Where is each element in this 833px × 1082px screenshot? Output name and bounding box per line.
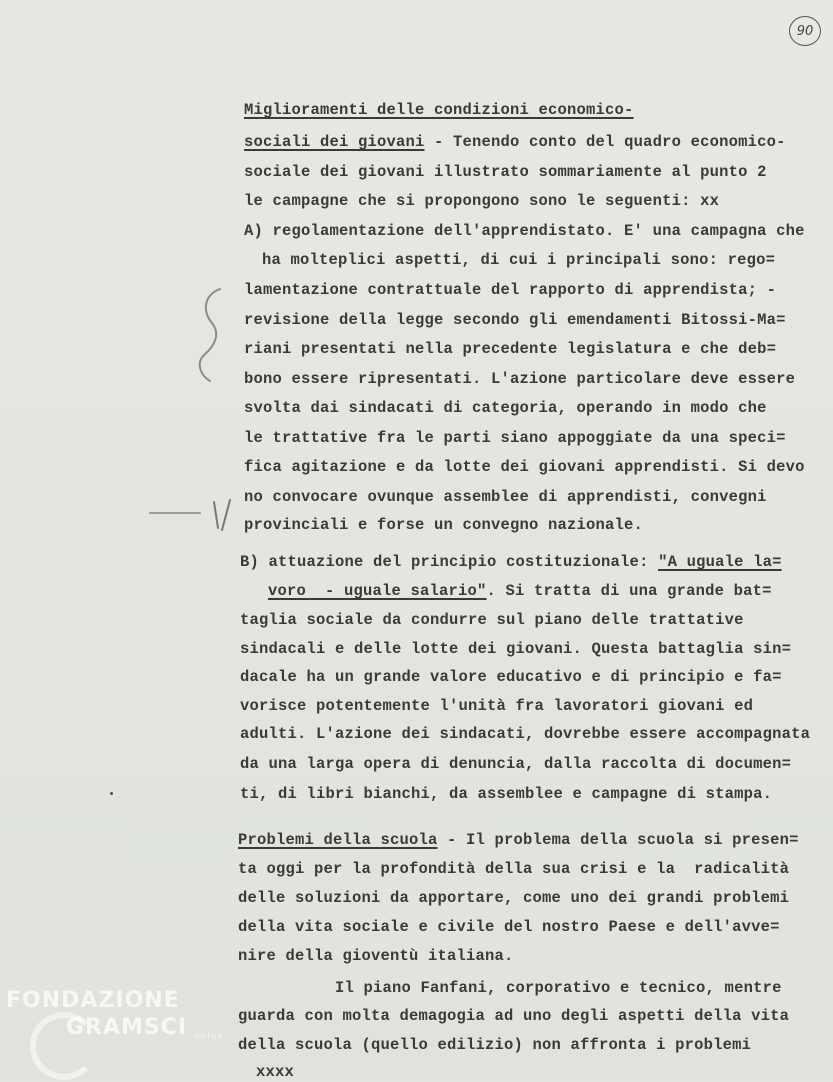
watermark [6, 988, 223, 1042]
text-continuation: . Si tratta di una grande bat= [486, 582, 772, 600]
text-line: provinciali e forse un convegno nazionale. [244, 516, 644, 534]
heading-scuola [238, 830, 799, 850]
text-line: sociale dei giovani illustrato sommariamente al punto 2 [244, 163, 767, 181]
watermark-line-1: FONDAZIONE [6, 988, 180, 1013]
section-b-text: B) attuazione del principio costituzionale: [240, 553, 659, 571]
text-line: adulti. L'azione dei sindacati, dovrebbe essere accompagnata [240, 725, 811, 743]
text-line [268, 581, 772, 601]
text-line: lamentazione contrattuale del rapporto di apprendista; - [244, 281, 777, 299]
quote-continuation: voro - uguale salario" [268, 582, 487, 600]
struck-text: xxxx [256, 1063, 295, 1081]
text-line: Il piano Fanfani, corporativo e tecnico, mentre [335, 979, 782, 997]
text-line: della vita sociale e civile del nostro Paese e dell'avve= [238, 918, 780, 936]
text-line: sindacali e delle lotte dei giovani. Questa battaglia sin= [240, 640, 792, 658]
section-a-line: A) regolamentazione dell'apprendistato. E' una campagna che [244, 222, 805, 240]
text-line: da una larga opera di denuncia, dalla raccolta di documen= [240, 755, 792, 773]
heading-line-2 [244, 132, 786, 152]
heading-line-1: Miglioramenti delle condizioni economico- [244, 101, 634, 119]
text-line: della scuola (quello edilizio) non affronta i problemi [238, 1036, 752, 1054]
text-line: le campagne che si propongono sono le seguenti: xx [244, 192, 720, 210]
page-number: 90 [789, 16, 821, 46]
text-line: svolta dai sindacati di categoria, operando in modo che [244, 399, 767, 417]
heading-continuation: - Tenendo conto del quadro economico- [424, 133, 786, 151]
text-line: no convocare ovunque assemblee di apprendisti, convegni [244, 488, 767, 506]
text-line: vorisce potentemente l'unità fra lavoratori giovani ed [240, 697, 754, 715]
text-line: bono essere ripresentati. L'azione particolare deve essere [244, 370, 796, 388]
section-b-quote: "A uguale la= [658, 553, 782, 571]
text-line: taglia sociale da condurre sul piano delle trattative [240, 611, 744, 629]
watermark-line-3: onlus [194, 1032, 224, 1042]
text-line: dacale ha un grande valore educativo e di principio e fa= [240, 668, 782, 686]
text-line: riani presentati nella precedente legislatura e che deb= [244, 340, 777, 358]
margin-check-mark [148, 498, 238, 534]
text-line: nire della gioventù italiana. [238, 947, 514, 965]
text-line: fica agitazione e da lotte dei giovani apprendisti. Si devo [244, 458, 805, 476]
margin-squiggle-mark [192, 285, 226, 385]
heading-underlined: sociali dei giovani [244, 133, 425, 151]
heading-scuola-underlined: Problemi della scuola [238, 831, 438, 849]
text-line: ha molteplici aspetti, di cui i principali sono: rego= [262, 251, 776, 269]
heading-scuola-continuation: - Il problema della scuola si presen= [437, 831, 799, 849]
text-line: delle soluzioni da apportare, come uno dei grandi problemi [238, 889, 790, 907]
stray-dot [110, 792, 113, 795]
section-b-line [240, 552, 782, 572]
text-line: guarda con molta demagogia ad uno degli aspetti della vita [238, 1007, 790, 1025]
text-line: ti, di libri bianchi, da assemblee e campagne di stampa. [240, 785, 773, 803]
text-line: ta oggi per la profondità della sua crisi e la radicalità [238, 860, 790, 878]
watermark-line-2: GRAMSCI [66, 1015, 188, 1040]
text-line: le trattative fra le parti siano appoggiate da una speci= [244, 429, 786, 447]
text-line: revisione della legge secondo gli emendamenti Bitossi-Ma= [244, 311, 786, 329]
